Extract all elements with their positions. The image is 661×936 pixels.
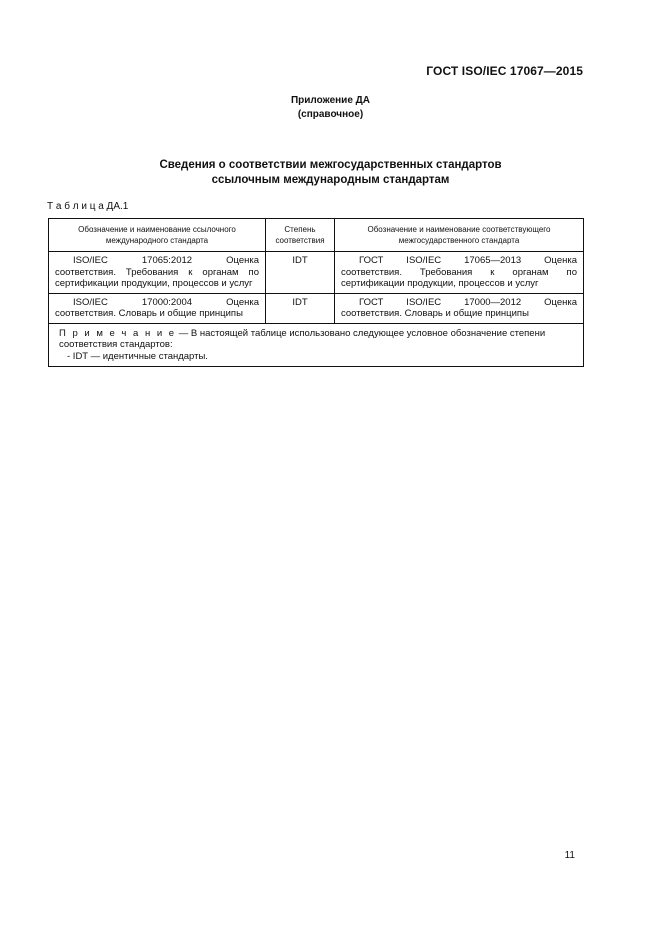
cell-degree: IDT (266, 252, 335, 294)
table-container (48, 218, 583, 367)
appendix-title (0, 158, 661, 188)
cell-interstate-text: ГОСТ ISO/IEC 17065—2013 Оценка соответствия. Требования к органам по сертификации продукции, процессов и услуг (341, 255, 577, 289)
title-line-2: ссылочным международным стандартам (211, 174, 450, 186)
correspondence-table (48, 218, 584, 367)
note-label: П р и м е ч а н и е (59, 327, 177, 339)
cell-interstate (335, 293, 584, 323)
header-international-standard: Обозначение и наименование ссылочного международного стандарта (49, 219, 266, 252)
header-interstate-standard: Обозначение и наименование соответствующего межгосударственного стандарта (335, 219, 584, 252)
appendix-type: (справочное) (297, 109, 364, 120)
cell-interstate (335, 252, 584, 294)
document-code: ГОСТ ISO/IEC 17067—2015 (426, 64, 583, 78)
table-row (49, 252, 584, 294)
title-line-1: Сведения о соответствии межгосударственных стандартов (159, 159, 502, 171)
cell-interstate-text: ГОСТ ISO/IEC 17000—2012 Оценка соответствия. Словарь и общие принципы (341, 296, 577, 319)
note-text: — В настоящей таблице использовано следующее условное обозначение степени соответствия стандартов: (59, 327, 546, 350)
cell-international (49, 293, 266, 323)
appendix-heading (0, 94, 661, 122)
cell-international (49, 252, 266, 294)
page-number: 11 (564, 850, 575, 861)
appendix-name: Приложение ДА (290, 95, 371, 106)
note-item: - IDT — идентичные стандарты. (67, 350, 208, 362)
table-label: Т а б л и ц а ДА.1 (47, 201, 129, 212)
table-row (49, 293, 584, 323)
cell-international-text: ISO/IEC 17065:2012 Оценка соответствия. Требования к органам по сертификации продукции, процессов и услуг (55, 255, 259, 289)
table-note-row (49, 323, 584, 367)
cell-international-text: ISO/IEC 17000:2004 Оценка соответствия. Словарь и общие принципы (55, 296, 259, 319)
table-header-row (49, 219, 584, 252)
table-note (49, 323, 584, 367)
cell-degree: IDT (266, 293, 335, 323)
header-degree: Степень соответствия (266, 219, 335, 252)
